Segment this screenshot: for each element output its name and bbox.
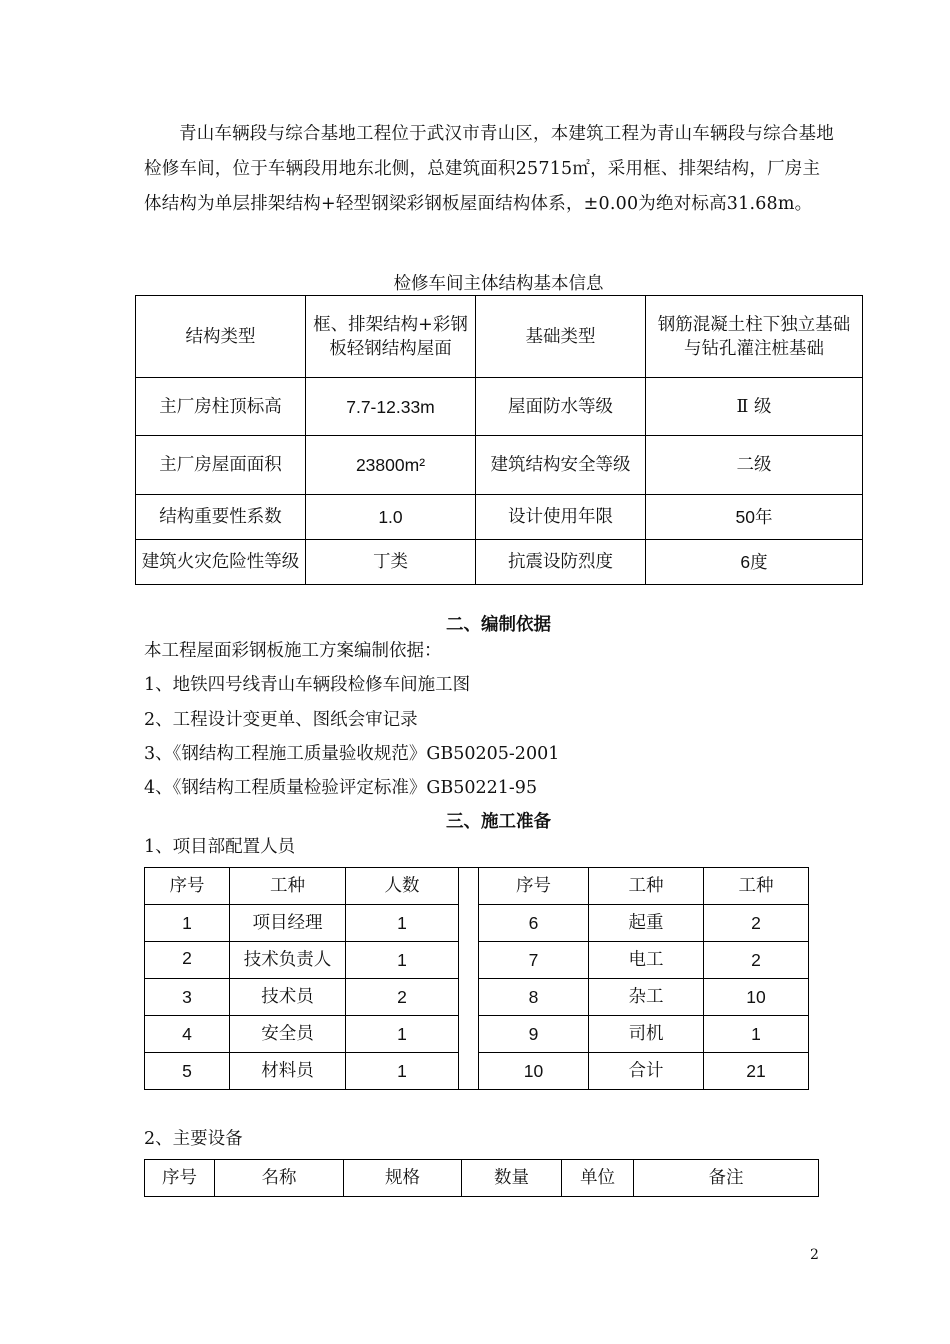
- table-cell: 技术员: [230, 979, 346, 1016]
- table-cell: 基础类型: [476, 296, 646, 378]
- table-cell: 6: [479, 905, 589, 942]
- header-cell: 单位: [562, 1160, 634, 1197]
- header-cell: 数量: [462, 1160, 562, 1197]
- header-cell: 备注: [634, 1160, 819, 1197]
- table-cell: 技术负责人: [230, 942, 346, 979]
- table-cell: 50年: [646, 495, 863, 540]
- intro-paragraph: 青山车辆段与综合基地工程位于武汉市青山区，本建筑工程为青山车辆段与综合基地检修车间，位于车辆段用地东北侧，总建筑面积25715㎡，采用框、排架结构，厂房主体结构为单层排架结构+轻型钢梁彩钢板屋面结构体系，±0.00为绝对标高31.68m。: [144, 124, 834, 214]
- table-cell: 建筑结构安全等级: [476, 436, 646, 495]
- table-cell: 项目经理: [230, 905, 346, 942]
- table-cell: 合计: [589, 1053, 704, 1090]
- table-cell: 二级: [646, 436, 863, 495]
- table-cell: 1: [145, 905, 230, 942]
- table-cell: 2: [145, 942, 230, 979]
- basis-lead: 本工程屋面彩钢板施工方案编制依据：: [144, 641, 442, 661]
- table-row: [136, 495, 863, 540]
- table-cell: 抗震设防烈度: [476, 540, 646, 585]
- table-cell: 起重: [589, 905, 704, 942]
- table-cell: 建筑火灾危险性等级: [136, 540, 306, 585]
- header-cell: 序号: [145, 868, 230, 905]
- header-cell: 人数: [346, 868, 459, 905]
- subheading-equipment: 2、主要设备: [144, 1129, 243, 1149]
- header-cell: 工种: [589, 868, 704, 905]
- table-cell: 23800m²: [306, 436, 476, 495]
- header-cell: 规格: [344, 1160, 462, 1197]
- subheading-staff: 1、项目部配置人员: [144, 837, 296, 857]
- table-cell: 司机: [589, 1016, 704, 1053]
- table-cell: 8: [479, 979, 589, 1016]
- table-cell: 7.7-12.33m: [306, 378, 476, 436]
- table-cell: 丁类: [306, 540, 476, 585]
- table-cell: 主厂房屋面面积: [136, 436, 306, 495]
- header-cell: 工种: [230, 868, 346, 905]
- table-cell: 3: [145, 979, 230, 1016]
- table-row: [136, 378, 863, 436]
- table-cell: 9: [479, 1016, 589, 1053]
- table-cell: 结构类型: [136, 296, 306, 378]
- table-cell: 1: [346, 905, 459, 942]
- table-cell: 21: [704, 1053, 809, 1090]
- table-cell: 设计使用年限: [476, 495, 646, 540]
- table-cell: 10: [704, 979, 809, 1016]
- page-number: 2: [810, 1247, 819, 1263]
- staff-table: [144, 867, 809, 1090]
- table-cell: 6度: [646, 540, 863, 585]
- table-cell: 主厂房柱顶标高: [136, 378, 306, 436]
- table-row: [136, 296, 863, 378]
- table-cell: 材料员: [230, 1053, 346, 1090]
- table-cell: 1: [704, 1016, 809, 1053]
- equipment-table: [144, 1159, 819, 1197]
- table-caption: 检修车间主体结构基本信息: [393, 274, 604, 294]
- table-cell: 2: [346, 979, 459, 1016]
- section-heading-basis: 二、编制依据: [446, 615, 551, 635]
- table-cell: 电工: [589, 942, 704, 979]
- table-gap: [459, 868, 479, 1090]
- table-cell: 1: [346, 942, 459, 979]
- structure-info-table: [135, 295, 863, 585]
- table-cell: 1: [346, 1016, 459, 1053]
- table-cell: 屋面防水等级: [476, 378, 646, 436]
- list-item: 2、工程设计变更单、图纸会审记录: [144, 710, 418, 730]
- table-cell: 7: [479, 942, 589, 979]
- header-cell: 名称: [215, 1160, 344, 1197]
- table-cell: 1.0: [306, 495, 476, 540]
- table-cell: Ⅱ 级: [646, 378, 863, 436]
- header-cell: 序号: [145, 1160, 215, 1197]
- table-header-row: [145, 868, 809, 905]
- table-cell: 安全员: [230, 1016, 346, 1053]
- list-item: 3、《钢结构工程施工质量验收规范》GB50205-2001: [144, 744, 560, 764]
- table-cell: 2: [704, 942, 809, 979]
- table-row: [136, 540, 863, 585]
- table-cell: 结构重要性系数: [136, 495, 306, 540]
- table-row: [136, 436, 863, 495]
- table-cell: 钢筋混凝土柱下独立基础与钻孔灌注桩基础: [646, 296, 863, 378]
- list-item: 1、地铁四号线青山车辆段检修车间施工图: [144, 675, 471, 695]
- header-cell: 序号: [479, 868, 589, 905]
- table-cell: 4: [145, 1016, 230, 1053]
- table-cell: 5: [145, 1053, 230, 1090]
- table-cell: 2: [704, 905, 809, 942]
- table-header-row: [145, 1160, 819, 1197]
- section-heading-preparation: 三、施工准备: [446, 812, 551, 832]
- table-cell: 10: [479, 1053, 589, 1090]
- list-item: 4、《钢结构工程质量检验评定标准》GB50221-95: [144, 778, 538, 798]
- header-cell: 工种: [704, 868, 809, 905]
- table-cell: 1: [346, 1053, 459, 1090]
- table-cell: 杂工: [589, 979, 704, 1016]
- table-cell: 框、排架结构+彩钢板轻钢结构屋面: [306, 296, 476, 378]
